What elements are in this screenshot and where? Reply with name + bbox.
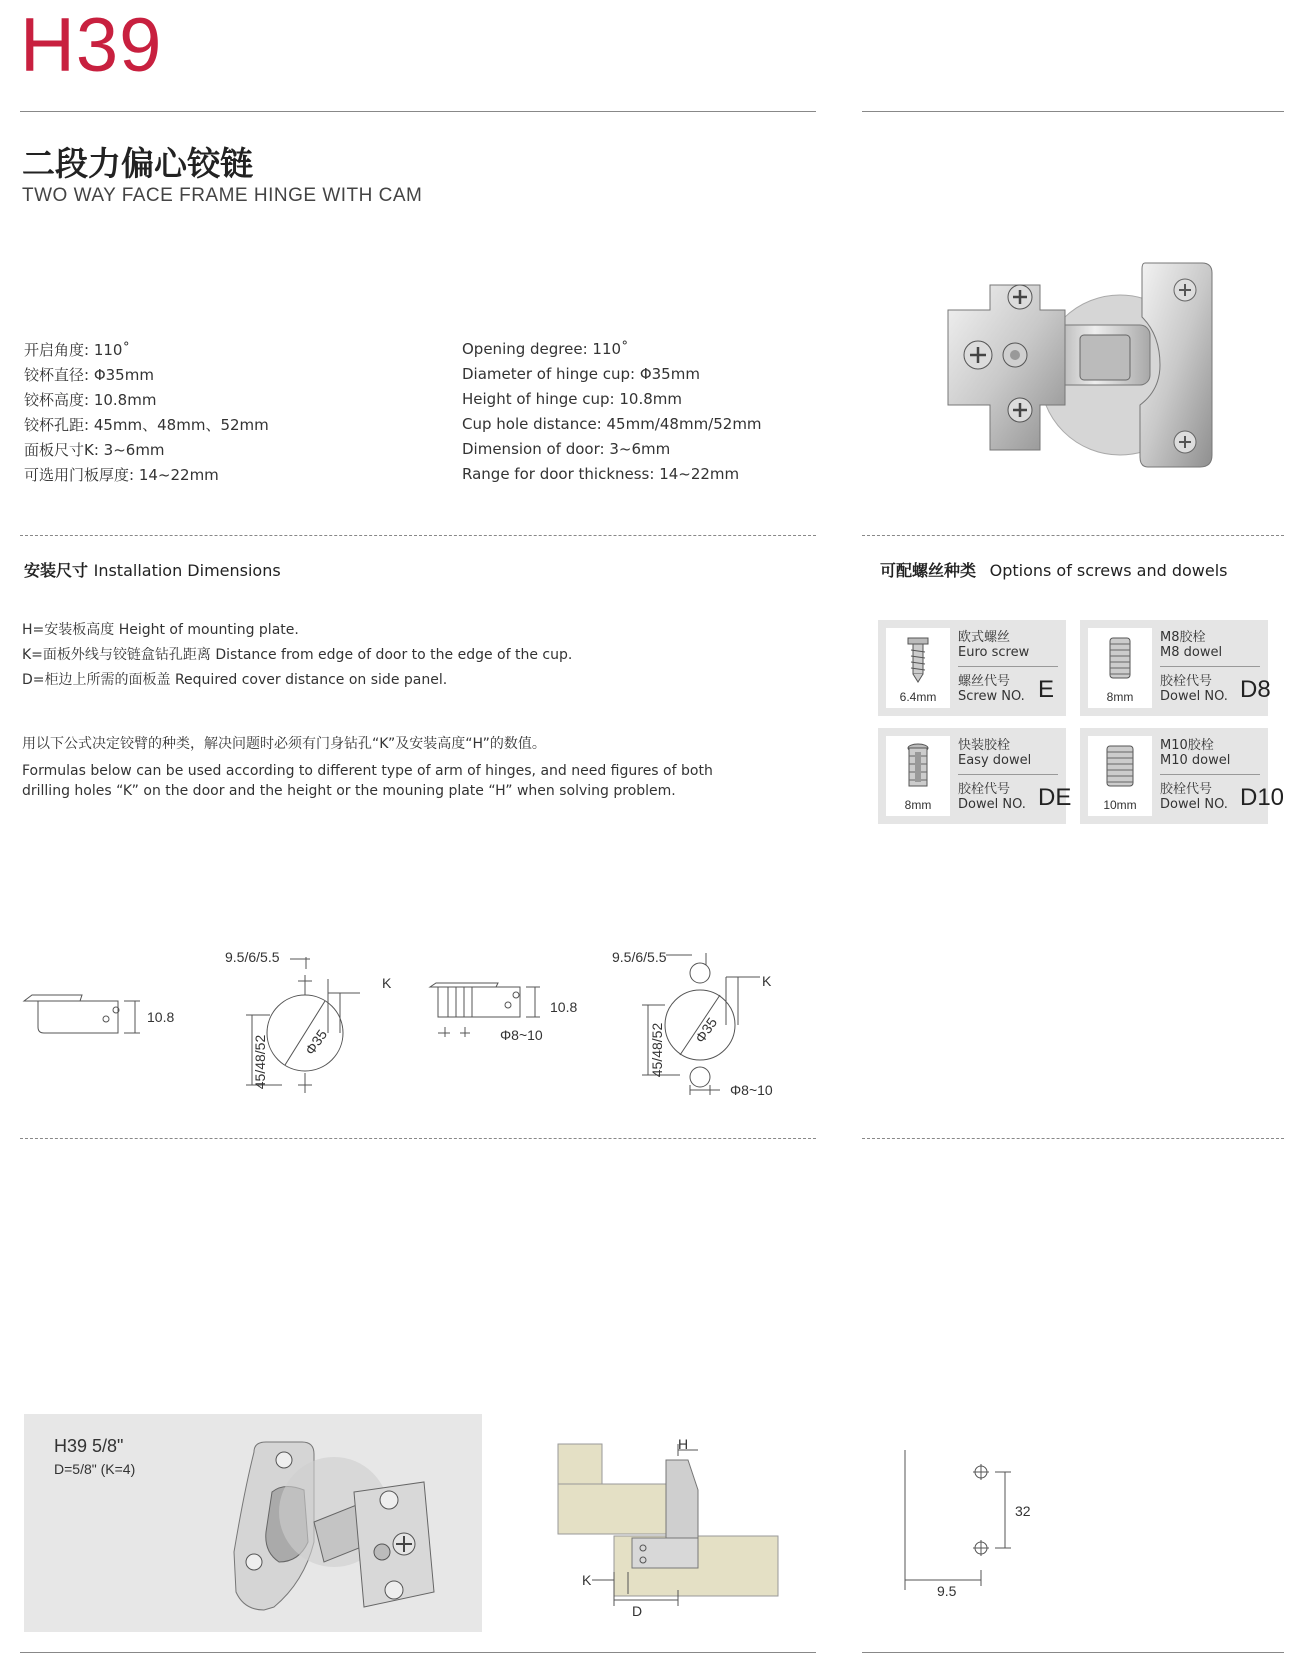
m8-dowel-icon bbox=[1088, 628, 1152, 692]
h-label: H bbox=[678, 1436, 689, 1452]
option-name-en: M10 dowel bbox=[1160, 753, 1231, 768]
option-name-cn: M8胶栓 bbox=[1160, 630, 1206, 645]
option-name-cn: 欧式螺丝 bbox=[958, 630, 1011, 645]
cabinet-install-diagram bbox=[548, 1430, 788, 1620]
spec-line: 面板尺寸K: 3~6mm bbox=[24, 441, 165, 459]
option-code: D10 bbox=[1240, 784, 1285, 811]
option-size: 10mm bbox=[1103, 798, 1137, 812]
easy-dowel-icon bbox=[886, 736, 950, 800]
header-rule-left bbox=[20, 111, 816, 112]
cup-side-view bbox=[24, 995, 140, 1033]
option-code-cn: 胶栓代号 bbox=[958, 782, 1011, 797]
header-rule-right bbox=[862, 111, 1284, 112]
option-m10-dowel bbox=[1080, 728, 1285, 824]
option-divider bbox=[1160, 774, 1260, 775]
spec-line: Opening degree: 110˚ bbox=[462, 340, 629, 358]
installation-heading bbox=[24, 558, 281, 581]
spec-line: Height of hinge cup: 10.8mm bbox=[462, 390, 682, 408]
cup-height-label-2: 10.8 bbox=[550, 999, 578, 1015]
installation-heading-cn: 安装尺寸 bbox=[24, 561, 89, 580]
option-divider bbox=[958, 774, 1058, 775]
option-name-en: M8 dowel bbox=[1160, 645, 1223, 660]
cup-dia-label: Φ35 bbox=[301, 1026, 331, 1058]
option-icon-panel bbox=[1088, 628, 1152, 708]
spec-line: 开启角度: 110˚ bbox=[24, 341, 130, 359]
option-code: D8 bbox=[1240, 676, 1271, 703]
product-title-cn: 二段力偏心铰链 bbox=[22, 144, 253, 183]
section-divider bbox=[20, 1138, 816, 1139]
option-name-cn: M10胶栓 bbox=[1160, 738, 1214, 753]
definition-line: K=面板外线与铰链盒钻孔距离 Distance from edge of door to the edge of the cup. bbox=[22, 647, 573, 663]
option-size: 6.4mm bbox=[899, 690, 937, 704]
options-heading-cn: 可配螺丝种类 bbox=[880, 561, 977, 580]
spec-line: 铰杯孔距: 45mm、48mm、52mm bbox=[24, 416, 269, 434]
spec-line: Diameter of hinge cup: Φ35mm bbox=[462, 365, 700, 383]
cup-height-label: 10.8 bbox=[147, 1009, 175, 1025]
spec-line: Range for door thickness: 14~22mm bbox=[462, 465, 740, 483]
option-icon-panel bbox=[886, 628, 950, 708]
option-code-label bbox=[1160, 674, 1228, 704]
definition-line: D=柜边上所需的面板盖 Required cover distance on side panel. bbox=[22, 672, 448, 688]
edge-label: 9.5 bbox=[937, 1583, 957, 1599]
spec-line: Dimension of door: 3~6mm bbox=[462, 440, 671, 458]
section-divider bbox=[20, 535, 816, 536]
spec-line: 铰杯高度: 10.8mm bbox=[24, 391, 157, 409]
option-name-en: Easy dowel bbox=[958, 753, 1032, 768]
spec-line: 铰杯直径: Φ35mm bbox=[24, 366, 154, 384]
variant-card bbox=[24, 1414, 482, 1632]
pitch-label: 9.5/6/5.5 bbox=[225, 949, 280, 965]
section-divider bbox=[862, 535, 1284, 536]
option-size: 8mm bbox=[1106, 690, 1134, 704]
hole-spacing-diagram bbox=[895, 1430, 1055, 1600]
footer-rule-right bbox=[862, 1652, 1284, 1653]
option-code-en: Dowel NO. bbox=[1160, 797, 1228, 812]
options-heading-en: Options of screws and dowels bbox=[989, 561, 1228, 580]
option-easy-dowel bbox=[878, 728, 1072, 824]
k-label-2: K bbox=[762, 973, 772, 989]
variant-hinge-image bbox=[224, 1432, 464, 1622]
technical-drawings bbox=[20, 945, 810, 1105]
spacing-label: 32 bbox=[1015, 1503, 1031, 1519]
option-code-en: Screw NO. bbox=[958, 689, 1025, 704]
model-number: H39 bbox=[20, 3, 163, 88]
spec-line: Cup hole distance: 45mm/48mm/52mm bbox=[462, 415, 762, 433]
option-name bbox=[958, 738, 1031, 768]
option-name bbox=[1160, 630, 1222, 660]
pitch-label-2: 9.5/6/5.5 bbox=[612, 949, 667, 965]
hole-dist-label: 45/48/52 bbox=[252, 1034, 268, 1090]
option-code-cn: 胶栓代号 bbox=[1160, 674, 1213, 689]
footer-rule-left bbox=[20, 1652, 816, 1653]
option-name-cn: 快装胶栓 bbox=[958, 738, 1011, 753]
option-icon-panel bbox=[886, 736, 950, 816]
dowel-label: Φ8~10 bbox=[500, 1027, 543, 1043]
hinge-product-image bbox=[930, 255, 1220, 485]
option-code: DE bbox=[1038, 784, 1072, 811]
specs-en bbox=[462, 337, 762, 487]
option-code: E bbox=[1038, 676, 1055, 703]
option-code-en: Dowel NO. bbox=[1160, 689, 1228, 704]
formula-cn: 用以下公式决定铰臂的种类，解决问题时必须有门身钻孔“K”及安装高度“H”的数值。 bbox=[22, 736, 546, 752]
options-heading bbox=[880, 558, 1227, 581]
k-label: K bbox=[382, 975, 392, 991]
option-code-en: Dowel NO. bbox=[958, 797, 1026, 812]
specs-cn bbox=[24, 338, 269, 488]
installation-heading-en: Installation Dimensions bbox=[93, 561, 281, 580]
option-name-en: Euro screw bbox=[958, 645, 1030, 660]
option-m8-dowel bbox=[1080, 620, 1271, 716]
option-divider bbox=[958, 666, 1058, 667]
definitions-list bbox=[22, 618, 572, 693]
option-icon-panel bbox=[1088, 736, 1152, 816]
cup-dia-label-2: Φ35 bbox=[691, 1014, 721, 1046]
hole-dist-label-2: 45/48/52 bbox=[649, 1022, 665, 1078]
section-divider bbox=[862, 1138, 1284, 1139]
option-divider bbox=[1160, 666, 1260, 667]
option-size: 8mm bbox=[904, 798, 932, 812]
option-code-cn: 螺丝代号 bbox=[958, 674, 1011, 689]
option-euro-screw bbox=[878, 620, 1066, 716]
m10-dowel-icon bbox=[1088, 736, 1152, 800]
product-title-en: TWO WAY FACE FRAME HINGE WITH CAM bbox=[22, 185, 423, 206]
formula-en: Formulas below can be used according to different type of arm of hinges, and need figures of both drilling holes “K” on the door and the height or the mouning plate “H” when solving problem. bbox=[22, 763, 713, 799]
option-code-cn: 胶栓代号 bbox=[1160, 782, 1213, 797]
option-code-label bbox=[1160, 782, 1228, 812]
dowel-label-2: Φ8~10 bbox=[730, 1082, 773, 1098]
definition-line: H=安装板高度 Height of mounting plate. bbox=[22, 622, 299, 638]
option-name bbox=[1160, 738, 1230, 768]
option-code-label bbox=[958, 674, 1025, 704]
variant-spec: D=5/8" (K=4) bbox=[54, 1461, 136, 1477]
option-code-label bbox=[958, 782, 1026, 812]
option-name bbox=[958, 630, 1029, 660]
variant-name: H39 5/8" bbox=[54, 1436, 124, 1456]
euro-screw-icon bbox=[886, 628, 950, 692]
spec-line: 可选用门板厚度: 14~22mm bbox=[24, 466, 219, 484]
d-label: D bbox=[632, 1603, 643, 1619]
k-label-3: K bbox=[582, 1572, 592, 1588]
